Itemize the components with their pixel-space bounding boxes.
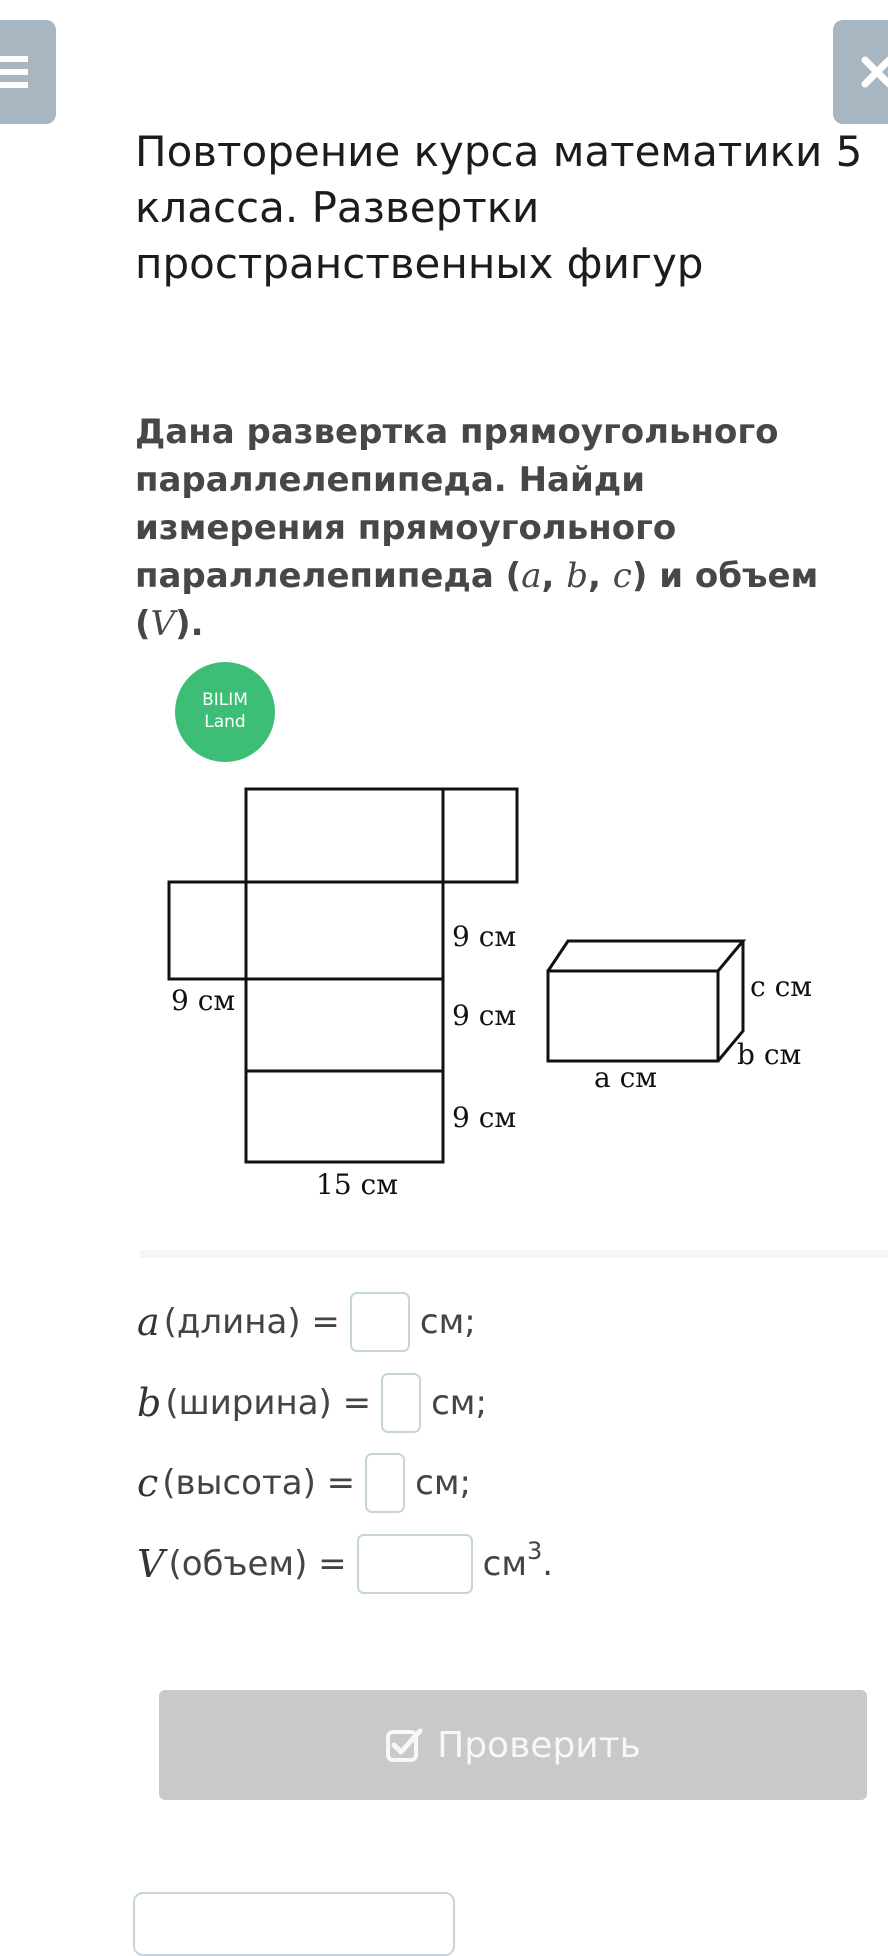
answer-row-c (137, 1451, 471, 1515)
checkbox-icon (385, 1727, 423, 1763)
box-label-b: b см (737, 1038, 802, 1071)
net-right-flap (443, 789, 517, 882)
net-front-face (246, 882, 443, 979)
answer-row-v (137, 1532, 553, 1596)
answer-unit-c: см; (415, 1463, 471, 1503)
answer-unit-a: см; (419, 1302, 476, 1342)
answer-input-b[interactable] (381, 1373, 421, 1433)
net-label-bottom: 15 см (316, 1168, 398, 1201)
net-back-face (246, 1071, 443, 1162)
net-label-mid-3: 9 см (452, 1101, 517, 1134)
answer-var-v: V (137, 1542, 165, 1586)
bilimland-logo: BILIM Land (175, 662, 275, 762)
answer-var-c: c (137, 1461, 159, 1505)
answer-label-v: (объем) = (168, 1544, 347, 1584)
answer-input-a[interactable] (350, 1292, 410, 1352)
answer-unit-v: $см^3$. (482, 1536, 554, 1584)
box-top-face (548, 941, 743, 971)
question-var-b: b (566, 556, 588, 596)
box-label-c: c см (750, 970, 813, 1003)
answer-label-b: (ширина) = (165, 1383, 372, 1423)
net-label-mid-2: 9 см (452, 999, 517, 1032)
answer-unit-b: см; (431, 1383, 487, 1423)
question-text-part: ) и объем ( (135, 556, 819, 644)
check-button-label: Проверить (437, 1724, 641, 1766)
net-bottom-face (246, 979, 443, 1071)
next-button[interactable] (133, 1892, 455, 1956)
net-label-side: 9 см (171, 984, 236, 1017)
answer-var-b: b (137, 1381, 162, 1425)
question-var-v: V (150, 604, 176, 644)
question-var-c: c (612, 556, 632, 596)
question-separator: , (541, 556, 567, 596)
question-text-part: Дана развертка прямоугольного параллелепипеда. Найди измерения прямоугольного параллелепипеда ( (135, 412, 779, 596)
answer-row-a (137, 1290, 476, 1354)
box-label-a: a см (594, 1061, 658, 1094)
answer-input-v[interactable] (357, 1534, 473, 1594)
question-separator: , (588, 556, 613, 596)
net-label-mid-1: 9 см (452, 920, 517, 953)
question-text-part: ). (175, 604, 204, 644)
question-var-a: a (521, 556, 542, 596)
lesson-title: Повторение курса математики 5 класса. Развертки пространственных фигур (135, 127, 863, 288)
box-front-face (548, 971, 718, 1061)
check-button[interactable] (159, 1690, 867, 1800)
answer-var-a: a (137, 1300, 160, 1344)
answer-row-b (137, 1371, 487, 1435)
divider (140, 1250, 888, 1258)
answer-input-c[interactable] (365, 1453, 405, 1513)
net-top-face (246, 789, 443, 882)
net-left-flap (169, 882, 246, 979)
answer-label-a: (длина) = (163, 1302, 340, 1342)
answer-label-c: (высота) = (162, 1463, 356, 1503)
